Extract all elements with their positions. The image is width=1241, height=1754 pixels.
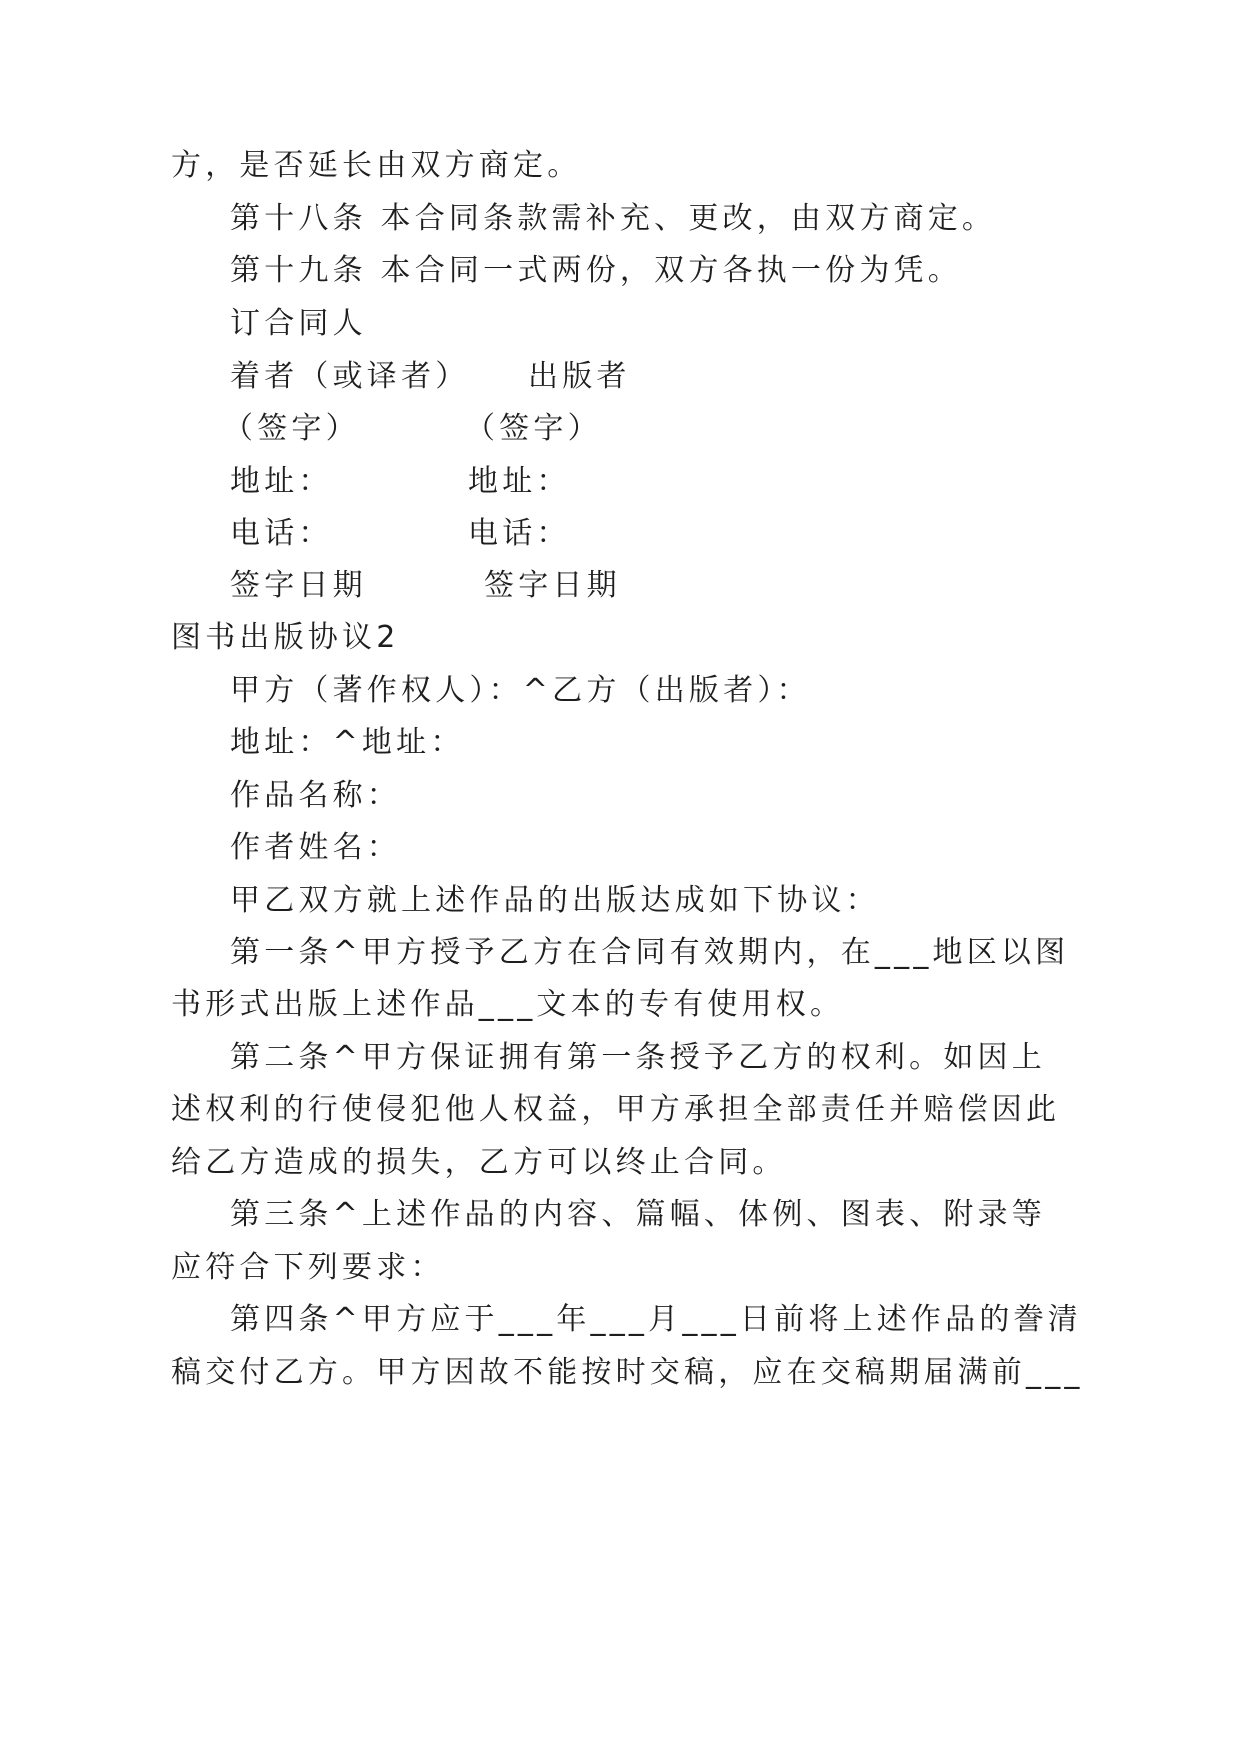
article-19: 第十九条 本合同一式两份，双方各执一份为凭。 <box>230 253 962 288</box>
parties-line: 甲方（著作权人）：^乙方（出版者）： <box>230 673 811 708</box>
address-left: 地址： <box>230 464 333 499</box>
article-1-line-1: 第一条^甲方授予乙方在合同有效期内，在___地区以图 <box>230 935 1070 970</box>
author-label: 着者（或译者） <box>230 359 470 394</box>
article-4-line-2: 稿交付乙方。甲方因故不能按时交稿，应在交稿期届满前___ <box>171 1355 1084 1390</box>
article-3-line-1: 第三条^上述作品的内容、篇幅、体例、图表、附录等 <box>230 1197 1046 1232</box>
date-left: 签字日期 <box>230 568 367 603</box>
phone-right: 电话： <box>468 516 571 551</box>
article-1-line-2: 书形式出版上述作品___文本的专有使用权。 <box>171 987 845 1022</box>
date-right: 签字日期 <box>484 568 621 603</box>
article-2-line-1: 第二条^甲方保证拥有第一条授予乙方的权利。如因上 <box>230 1040 1046 1075</box>
phone-left: 电话： <box>230 516 333 551</box>
article-4-line-1: 第四条^甲方应于___年___月___日前将上述作品的誊清 <box>230 1302 1082 1337</box>
agreement-intro: 甲乙双方就上述作品的出版达成如下协议： <box>230 883 880 918</box>
section2-title: 图书出版协议2 <box>171 620 400 655</box>
sign-left: （签字） <box>223 411 360 446</box>
text-line: 方，是否延长由双方商定。 <box>171 148 582 183</box>
article-2-line-2: 述权利的行使侵犯他人权益，甲方承担全部责任并赔偿因此 <box>171 1092 1061 1127</box>
address-right: 地址： <box>468 464 571 499</box>
article-2-line-3: 给乙方造成的损失，乙方可以终止合同。 <box>171 1145 787 1180</box>
publisher-label: 出版者 <box>528 359 631 394</box>
author-name-line: 作者姓名： <box>230 830 401 865</box>
address-line: 地址：^地址： <box>230 725 465 760</box>
signatories-heading: 订合同人 <box>230 306 367 341</box>
article-18: 第十八条 本合同条款需补充、更改，由双方商定。 <box>230 201 997 236</box>
work-title-line: 作品名称： <box>230 778 401 813</box>
sign-right: （签字） <box>465 411 602 446</box>
article-3-line-2: 应符合下列要求： <box>171 1250 445 1285</box>
